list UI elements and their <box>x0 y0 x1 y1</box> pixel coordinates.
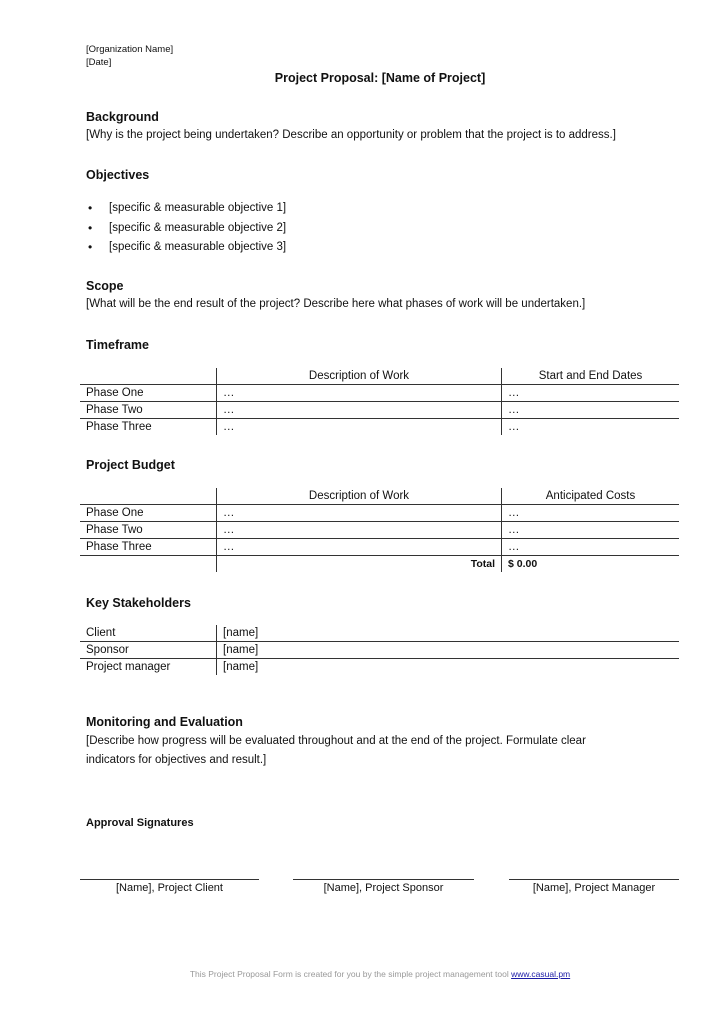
list-item <box>88 219 286 239</box>
table-row <box>80 659 679 676</box>
list-item <box>88 238 286 258</box>
description-cell: … <box>217 385 502 402</box>
list-item <box>88 199 286 219</box>
timeframe-table <box>80 368 679 435</box>
table-row <box>80 505 679 522</box>
column-header <box>80 368 217 385</box>
table-row <box>80 522 679 539</box>
monitoring-text-line-2: indicators for objectives and result.] <box>86 754 267 766</box>
phase-cell: Phase Two <box>80 402 217 419</box>
cost-cell: … <box>502 522 680 539</box>
name-cell: [name] <box>217 625 680 642</box>
monitoring-text-line-1: [Describe how progress will be evaluated throughout and at the end of the project. Formulate clear <box>86 735 586 747</box>
column-header <box>80 488 217 505</box>
table-row <box>80 385 679 402</box>
signature-label-manager: [Name], Project Manager <box>532 882 656 894</box>
column-header: Description of Work <box>217 368 502 385</box>
objective-text: [specific & measurable objective 3] <box>109 241 287 253</box>
cost-cell: … <box>502 539 680 556</box>
stakeholders-table <box>80 625 679 675</box>
column-header: Start and End Dates <box>502 368 680 385</box>
signature-label-client: [Name], Project Client <box>116 882 223 894</box>
footer <box>0 969 724 979</box>
bullet-icon: • <box>88 220 93 235</box>
stakeholders-heading: Key Stakeholders <box>86 596 191 610</box>
objective-text: [specific & measurable objective 1] <box>109 202 287 214</box>
total-value: $ 0.00 <box>502 556 680 573</box>
phase-cell: Phase Three <box>80 539 217 556</box>
column-header: Anticipated Costs <box>502 488 680 505</box>
organization-name: [Organization Name] <box>86 44 174 55</box>
description-cell: … <box>217 539 502 556</box>
table-row <box>80 625 679 642</box>
phase-cell: Phase One <box>80 505 217 522</box>
role-cell: Sponsor <box>80 642 217 659</box>
budget-table <box>80 488 679 572</box>
approval-heading: Approval Signatures <box>86 817 194 829</box>
column-header: Description of Work <box>217 488 502 505</box>
monitoring-heading: Monitoring and Evaluation <box>86 715 243 729</box>
description-cell: … <box>217 419 502 436</box>
phase-cell: Phase One <box>80 385 217 402</box>
table-row <box>80 642 679 659</box>
table-header-row <box>80 488 679 505</box>
table-row <box>80 539 679 556</box>
timeframe-heading: Timeframe <box>86 338 149 352</box>
objective-text: [specific & measurable objective 2] <box>109 221 287 234</box>
signature-line <box>80 879 259 880</box>
background-heading: Background <box>86 110 159 124</box>
footer-text: This Project Proposal Form is created for you by the simple project management tool <box>189 969 512 979</box>
role-cell: Project manager <box>86 661 171 673</box>
dates-cell: … <box>502 402 680 419</box>
name-cell: [name] <box>217 642 680 659</box>
bullet-icon: • <box>88 240 93 254</box>
table-row <box>80 402 679 419</box>
description-cell: … <box>217 505 502 522</box>
objectives-list <box>88 199 286 258</box>
scope-text: [What will be the end result of the project? Describe here what phases of work will be undertaken.] <box>86 298 586 310</box>
description-cell: … <box>217 402 502 419</box>
dates-cell: … <box>502 419 680 436</box>
signature-line <box>509 879 679 880</box>
scope-heading: Scope <box>86 279 124 293</box>
signature-label-sponsor: [Name], Project Sponsor <box>323 882 444 894</box>
budget-heading: Project Budget <box>86 458 175 472</box>
date-field: [Date] <box>86 57 112 68</box>
dates-cell: … <box>502 385 680 402</box>
table-row <box>80 419 679 436</box>
cost-cell: … <box>502 505 680 522</box>
page-title: Project Proposal: [Name of Project] <box>274 71 486 85</box>
description-cell: … <box>217 522 502 539</box>
table-header-row <box>80 368 679 385</box>
objectives-heading: Objectives <box>86 168 150 182</box>
phase-cell: Phase Three <box>86 421 152 433</box>
role-cell: Client <box>80 625 217 642</box>
bullet-icon: • <box>88 201 93 215</box>
background-text: [Why is the project being undertaken? Describe an opportunity or problem that the project is to address.] <box>86 129 616 141</box>
total-row <box>80 556 679 573</box>
name-cell: [name] <box>217 659 680 676</box>
footer-link[interactable]: www.casual.pm <box>511 969 571 979</box>
signature-line <box>293 879 474 880</box>
total-label: Total <box>217 556 502 573</box>
phase-cell: Phase Two <box>80 522 217 539</box>
